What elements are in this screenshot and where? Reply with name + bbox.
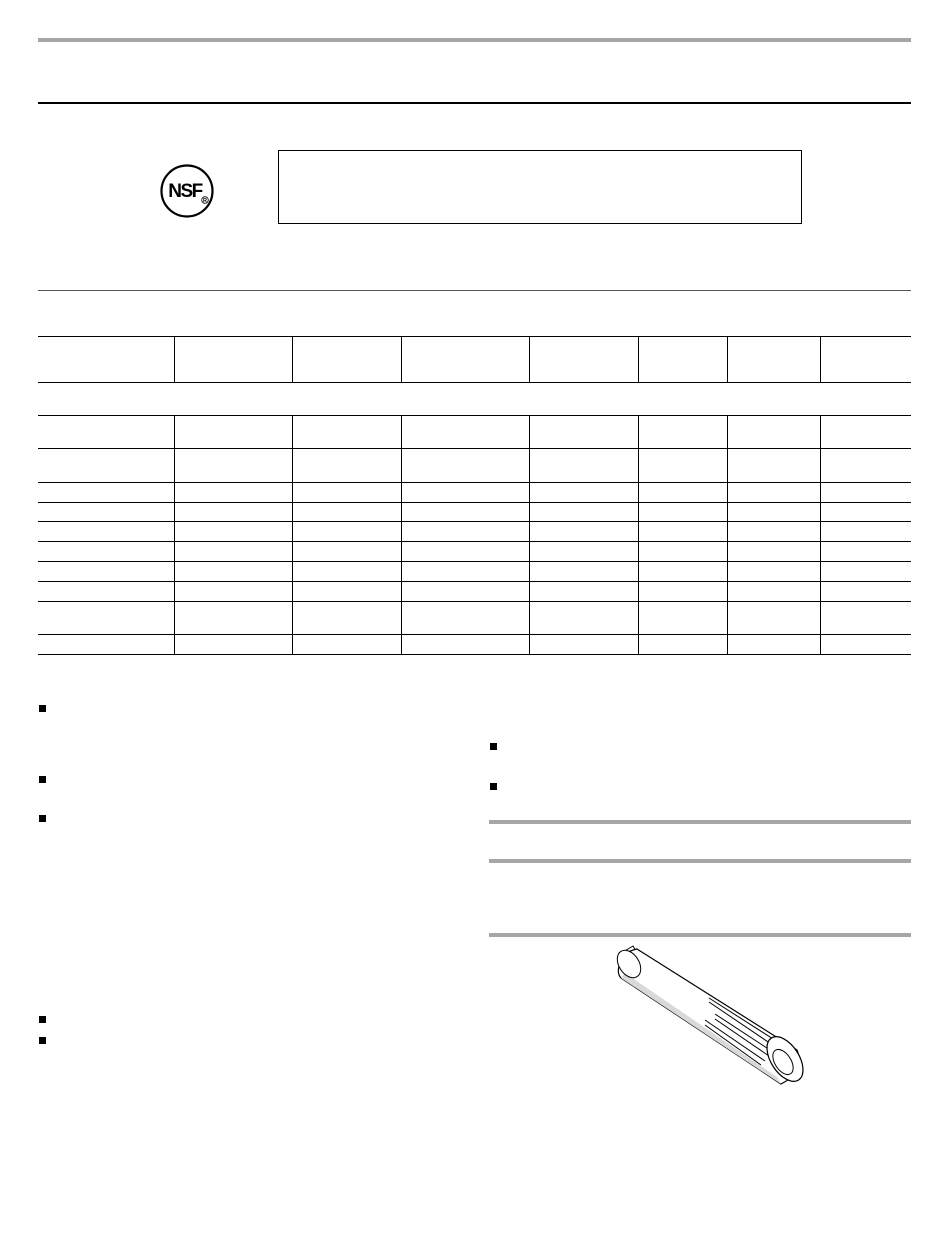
performance-data-table — [38, 336, 911, 655]
bullet-marker — [39, 815, 46, 822]
header-black-rule — [38, 102, 911, 104]
column-header — [820, 337, 911, 383]
bullet-marker — [39, 1016, 46, 1023]
table-section-rule — [38, 290, 911, 291]
filter-cartridge-drawing — [612, 946, 810, 1088]
table-row — [38, 522, 911, 542]
section-gray-rule — [489, 859, 911, 863]
bullet-marker — [39, 705, 46, 712]
bullet-marker — [39, 776, 46, 783]
column-header — [727, 337, 820, 383]
section-gray-rule — [489, 933, 911, 937]
column-header — [38, 337, 174, 383]
table-row — [38, 562, 911, 582]
column-header — [401, 337, 529, 383]
table-header-row — [38, 337, 911, 383]
table-row — [38, 416, 911, 449]
table-row — [38, 582, 911, 602]
table-row — [38, 503, 911, 522]
column-header — [529, 337, 638, 383]
svg-text:NSF: NSF — [168, 181, 202, 202]
bullet-marker — [39, 1037, 46, 1044]
section-gray-rule — [489, 820, 911, 824]
table-row — [38, 449, 911, 483]
water-filter-illustration — [605, 944, 815, 1094]
top-gray-rule — [38, 38, 911, 42]
table-row — [38, 483, 911, 503]
column-header — [174, 337, 292, 383]
table-row — [38, 635, 911, 655]
table-section-band — [38, 383, 911, 416]
column-header — [638, 337, 727, 383]
bullet-marker — [490, 743, 497, 750]
table-row — [38, 542, 911, 562]
bullet-marker — [490, 783, 497, 790]
nsf-certification-logo — [160, 164, 214, 218]
band-cell — [38, 383, 911, 416]
certification-text — [279, 151, 801, 163]
certification-text-box — [278, 150, 802, 224]
table-row — [38, 602, 911, 635]
svg-text:R: R — [203, 198, 207, 205]
column-header — [292, 337, 401, 383]
